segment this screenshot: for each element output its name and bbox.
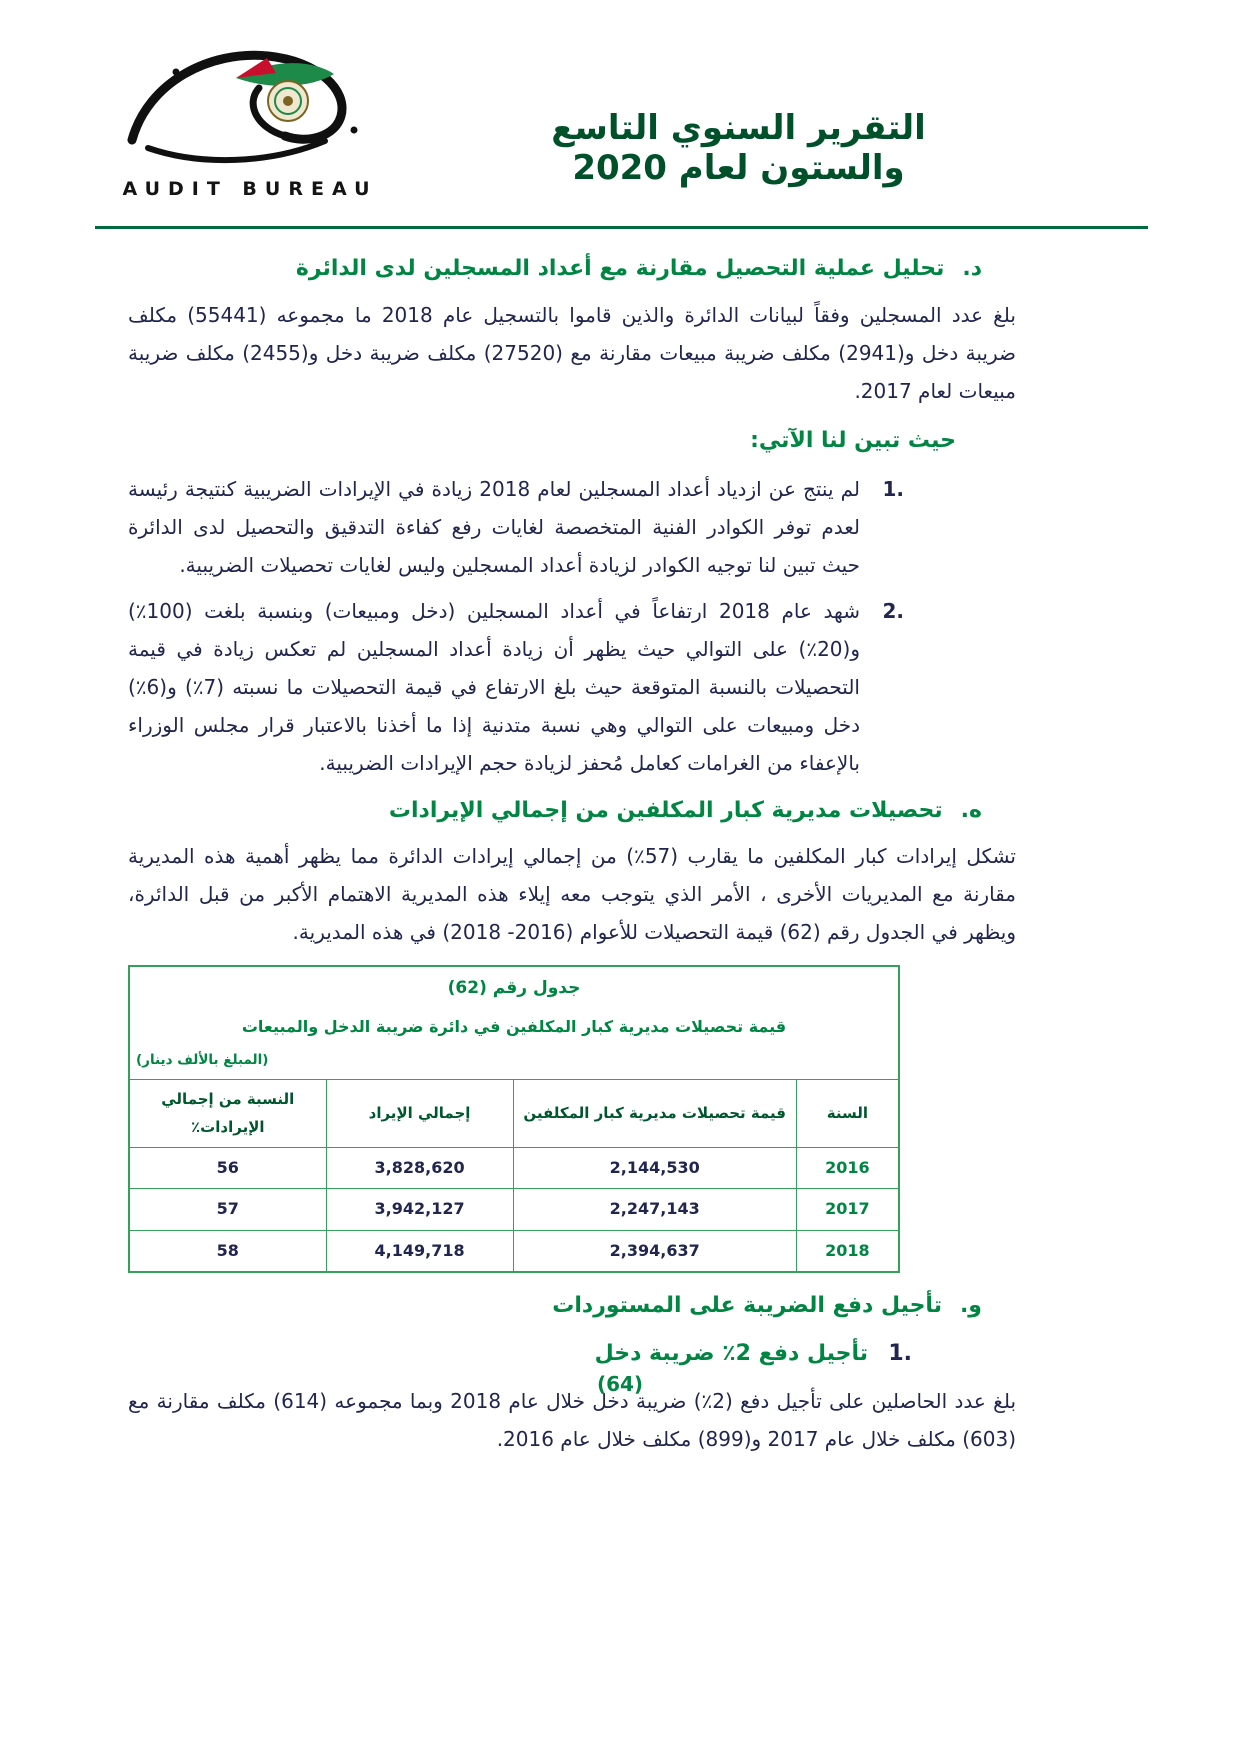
audit-bureau-logo	[105, 44, 395, 200]
section-w-marker: و.	[959, 1292, 982, 1318]
cell-percentage-2018: 58	[129, 1230, 326, 1272]
section-w-paragraph: بلغ عدد الحاصلين على تأجيل دفع (2٪) ضريبة دخل خلال عام 2018 وبما مجموعه (614) مكلف مقارنة مع (603) مكلف خلال عام 2017 و(899) مكلف خلال عام 2016.	[128, 1389, 1017, 1452]
section-d-heading-row	[128, 248, 982, 290]
column-header-total: إجمالي الإيراد	[326, 1079, 513, 1147]
list-item-2-text: شهد عام 2018 ارتفاعاً في أعداد المسجلين (دخل ومبيعات) وبنسبة بلغت (100٪) و(20٪) على التوالي حيث يظهر أن زيادة أعداد المسجلين لم تعكس زيادة في قيمة التحصيلات بالنسبة المتوقعة حيث بلغ الارتفاع في قيمة التحصيلات ما نسبته (7٪) و(6٪) دخل ومبيعات على التوالي وهي نسبة متدنية إذا ما أخذنا بالاعتبار قرار مجلس الوزراء بالإعفاء من الغرامات كعامل مُحفز لزيادة حجم الإيرادات الضريبية.	[128, 598, 861, 775]
list-item-2-number: 2.	[882, 598, 904, 623]
table-row	[129, 1230, 899, 1272]
section-d-heading: تحليل عملية التحصيل مقارنة مع أعداد المسجلين لدى الدائرة	[295, 256, 945, 281]
report-title: التقرير السنوي التاسع والستون لعام 2020	[551, 108, 926, 188]
table-caption: جدول رقم (62)	[447, 978, 581, 999]
brand-text: AUDIT BUREAU	[122, 178, 378, 200]
column-header-percentage: النسبة من إجمالي الإيرادات٪	[129, 1079, 326, 1147]
cell-percentage-2017: 57	[129, 1189, 326, 1230]
cell-collections-2016: 2,144,530	[513, 1147, 796, 1188]
cell-total-2017: 3,942,127	[326, 1189, 513, 1230]
page-header	[0, 0, 1241, 232]
page-number-text: (64)	[596, 1372, 644, 1396]
section-w-sub-number: 1.	[888, 1340, 912, 1366]
list-item-1-text: لم ينتج عن ازدياد أعداد المسجلين لعام 2018 زيادة في الإيرادات الضريبية كنتيجة رئيسة لعدم توفر الكوادر الفنية المتخصصة لغايات رفع كفاءة التدقيق والتحصيل لدى الدائرة حيث تبين لنا توجيه الكوادر لزيادة أعداد المسجلين وليس لغايات تحصيلات الضريبية.	[128, 476, 860, 577]
column-header-collections: قيمة تحصيلات مديرية كبار المكلفين	[513, 1079, 796, 1147]
section-w-heading: تأجيل دفع الضريبة على المستوردات	[552, 1292, 942, 1318]
cell-year-2016: 2016	[796, 1147, 899, 1188]
header-divider	[95, 226, 1148, 229]
cell-year-2017: 2017	[796, 1189, 899, 1230]
section-d-marker: د.	[962, 256, 982, 281]
section-h-heading-row	[128, 790, 982, 832]
section-h-paragraph: تشكل إيرادات كبار المكلفين ما يقارب (57٪) من إجمالي إيرادات الدائرة مما يظهر أهمية هذه المديرية مقارنة مع المديريات الأخرى ، الأمر الذي يتوجب معه إيلاء هذه المديرية الاهتمام الأكبر من قبل الدائرة، ويظهر في الجدول رقم (62) قيمة التحصيلات للأعوام (2016- 2018) في هذه المديرية.	[128, 844, 1017, 945]
list-item	[128, 470, 904, 584]
table-subtitle: قيمة تحصيلات مديرية كبار المكلفين في دائرة ضريبة الدخل والمبيعات	[241, 1016, 787, 1036]
page-number	[60, 1372, 1180, 1396]
section-w-subheading: تأجيل دفع 2٪ ضريبة دخل	[594, 1340, 868, 1366]
collections-table	[128, 965, 900, 1273]
table-unit-note: (المبلغ بالألف دينار)	[136, 1052, 269, 1069]
list-item-1-number: 1.	[882, 476, 904, 501]
table-caption-cell	[129, 966, 899, 1079]
list-item	[128, 592, 904, 782]
cell-total-2016: 3,828,620	[326, 1147, 513, 1188]
cell-collections-2017: 2,247,143	[513, 1189, 796, 1230]
section-d-paragraph: بلغ عدد المسجلين وفقاً لبيانات الدائرة والذين قاموا بالتسجيل عام 2018 ما مجموعه (55441) مكلف ضريبة دخل و(2941) مكلف ضريبة مبيعات مقارنة مع (27520) مكلف ضريبة دخل و(2455) مكلف ضريبة مبيعات لعام 2017.	[128, 302, 1016, 403]
table-row	[129, 1189, 899, 1230]
section-h-heading: تحصيلات مديرية كبار المكلفين من إجمالي الإيرادات	[388, 797, 943, 823]
table-row	[129, 1147, 899, 1188]
table-caption-row	[129, 966, 899, 1079]
section-w-subheading-row	[128, 1333, 912, 1375]
audit-bureau-calligraphy-icon	[118, 44, 383, 172]
section-d-subheading: حيث تبين لنا الآتي:	[750, 427, 956, 453]
cell-year-2018: 2018	[796, 1230, 899, 1272]
page-content	[128, 246, 1016, 1468]
cell-percentage-2016: 56	[129, 1147, 326, 1188]
cell-total-2018: 4,149,718	[326, 1230, 513, 1272]
table-header-row	[129, 1079, 899, 1147]
section-h-marker: ه.	[960, 797, 982, 823]
column-header-year: السنة	[796, 1079, 899, 1147]
section-w-heading-row	[128, 1285, 982, 1327]
cell-collections-2018: 2,394,637	[513, 1230, 796, 1272]
